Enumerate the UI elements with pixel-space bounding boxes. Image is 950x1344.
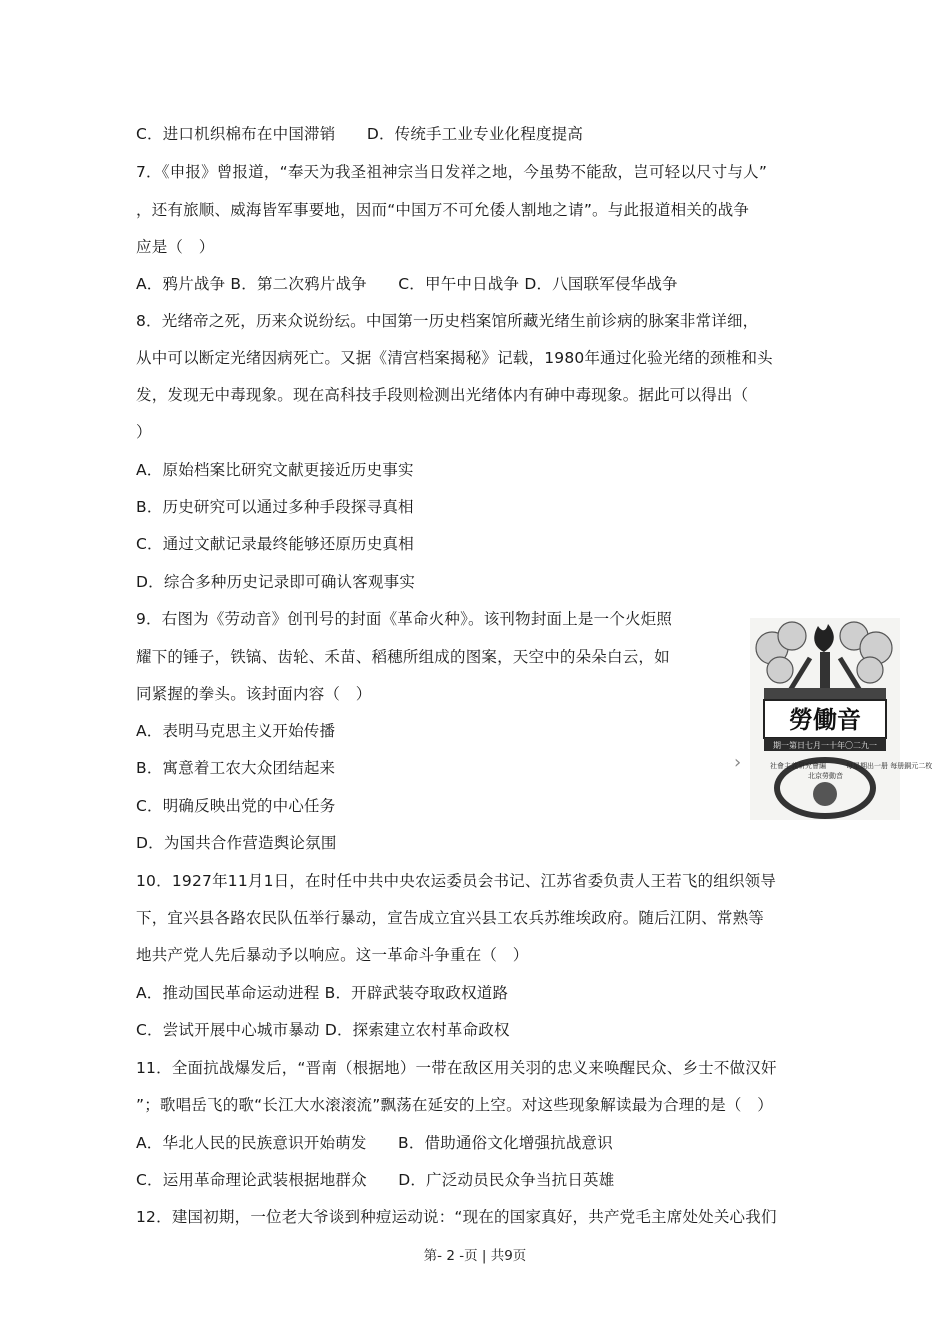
text-line: ，还有旅顺、威海皆军事要地，因而“中国万不可允倭人割地之请”。与此报道相关的战争 (136, 201, 750, 219)
text-line: 耀下的锤子，铁镐、齿轮、禾苗、稻穗所组成的图案，天空中的朵朵白云，如 (136, 648, 670, 666)
text-line: 发，发现无中毒现象。现在高科技手段则检测出光绪体内有砷中毒现象。据此可以得出（ (136, 386, 749, 404)
options-line: C．运用革命理论武装根据地群众 D．广泛动员民众争当抗日英雄 (136, 1171, 615, 1189)
page-footer: 第- 2 -页 | 共9页 (423, 1248, 527, 1264)
question-10-line: 10．1927年11月1日，在时任中共中央农运委员会书记、江苏省委负责人王若飞的组织领导 (136, 872, 777, 890)
option-a: A．原始档案比研究文献更接近历史事实 (136, 461, 414, 479)
question-9-line: 9．右图为《劳动音》创刊号的封面《革命火种》。该刊物封面上是一个火炬照 (136, 610, 673, 628)
option-c: C．明确反映出党的中心任务 (136, 797, 336, 815)
option-d: D．为国共合作营造舆论氛围 (136, 834, 337, 852)
question-8-line: 8．光绪帝之死，历来众说纷纭。中国第一历史档案馆所藏光绪生前诊病的脉案非常详细， (136, 312, 759, 330)
question-11-line: 11．全面抗战爆发后，“晋南（根据地）一带在敌区用关羽的忠义来唤醒民众、乡士不做汉奸 (136, 1059, 777, 1077)
option-b: B．寓意着工农大众团结起来 (136, 759, 336, 777)
options-line: C．尝试开展中心城市暴动 D．探索建立农村革命政权 (136, 1021, 510, 1039)
options-line: A．推动国民革命运动进程 B．开辟武装夺取政权道路 (136, 984, 509, 1002)
option-d: D．综合多种历史记录即可确认客观事实 (136, 573, 416, 591)
text-line: ”；歌唱岳飞的歌“长江大水滚滚流”飘荡在延安的上空。对这些现象解读最为合理的是（ ） (136, 1096, 773, 1114)
text-line: 下，宜兴县各路农民队伍举行暴动，宣告成立宜兴县工农兵苏维埃政府。随后江阴、常熟等 (136, 909, 765, 927)
text-line: 同紧握的拳头。该封面内容（ ） (136, 685, 372, 703)
options-line: A．华北人民的民族意识开始萌发 B．借助通俗文化增强抗战意识 (136, 1134, 613, 1152)
text-line: 应是（ ） (136, 238, 215, 256)
text-line: 从中可以断定光绪因病死亡。又据《清宫档案揭秘》记载，1980年通过化验光绪的颈椎和头 (136, 349, 773, 367)
option-c: C．通过文献记录最终能够还原历史真相 (136, 535, 414, 553)
masthead-title: 勞働音 (789, 705, 861, 734)
text-line: C．进口机织棉布在中国滞销 D．传统手工业专业化程度提高 (136, 125, 584, 143)
question-7-line: 7．《申报》曾报道，“奉天为我圣祖神宗当日发祥之地，今虽势不能敌，岂可轻以尺寸与人” (136, 163, 768, 181)
option-b: B．历史研究可以通过多种手段探寻真相 (136, 498, 414, 516)
question-12-line: 12．建国初期，一位老大爷谈到种痘运动说：“现在的国家真好，共产党毛主席处处关心我们 (136, 1208, 777, 1226)
text-line: 地共产党人先后暴动予以响应。这一革命斗争重在（ ） (136, 946, 529, 964)
options-line: A．鸦片战争 B．第二次鸦片战争 C．甲午中日战争 D．八国联军侵华战争 (136, 275, 678, 293)
text-line: ） (136, 423, 152, 441)
option-a: A．表明马克思主义开始传播 (136, 722, 336, 740)
side-note-mid: 北京勞動音 (808, 772, 843, 780)
side-note-left: 社會主義研究會編 (770, 762, 826, 770)
chevron-right-icon: › (734, 752, 742, 773)
magazine-cover-figure (750, 618, 933, 820)
side-note-right: 每星期出一册 每册銅元二枚 (846, 762, 933, 770)
date-line: 期一第日七月一十年〇二九一 (773, 741, 877, 750)
